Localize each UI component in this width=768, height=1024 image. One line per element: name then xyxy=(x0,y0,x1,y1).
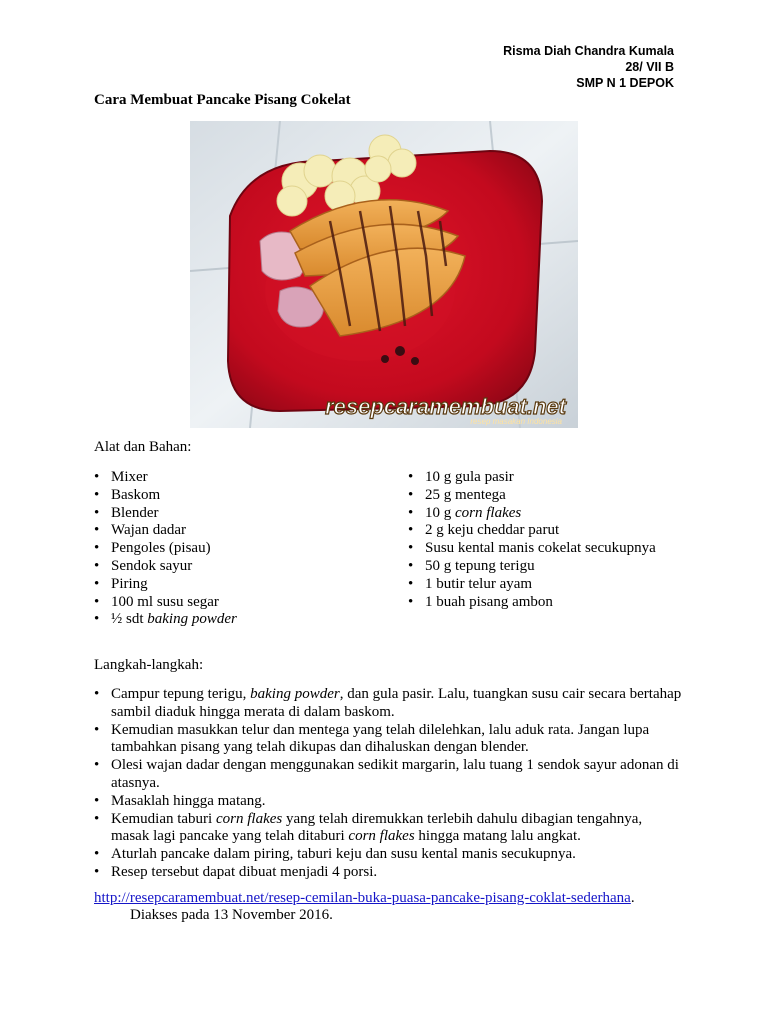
list-item: • Aturlah pancake dalam piring, taburi keju dan susu kental manis secukupnya. xyxy=(94,846,684,864)
list-item: • 25 g mentega xyxy=(408,487,656,505)
tools-list-left xyxy=(94,469,237,629)
list-item: • Piring xyxy=(94,576,237,594)
source-punct: . xyxy=(630,890,635,906)
list-item: • 1 butir telur ayam xyxy=(408,576,656,594)
list-item: • Pengoles (pisau) xyxy=(94,540,237,558)
steps-label: Langkah-langkah: xyxy=(94,657,204,673)
list-item: • 100 ml susu segar xyxy=(94,594,237,612)
photo-watermark: resepcaramembuat.net xyxy=(325,394,566,419)
list-item: • Mixer xyxy=(94,469,237,487)
source-line xyxy=(94,890,635,907)
list-item: • Olesi wajan dadar dengan menggunakan sedikit margarin, lalu tuang 1 sendok sayur adonan di atasnya. xyxy=(94,757,684,793)
list-item: • 10 g gula pasir xyxy=(408,469,656,487)
list-item: • Kemudian taburi corn flakes yang telah diremukkan terlebih dahulu dibagian tengahnya, masak lagi pancake yang telah ditaburi corn flakes hingga matang lalu angkat. xyxy=(94,811,684,847)
author-class: 28/ VII B xyxy=(625,60,674,74)
list-item: • Masaklah hingga matang. xyxy=(94,793,684,811)
pancake-illustration xyxy=(190,121,578,428)
document-title: Cara Membuat Pancake Pisang Cokelat xyxy=(94,92,351,108)
list-item: • Sendok sayur xyxy=(94,558,237,576)
list-item: • Kemudian masukkan telur dan mentega yang telah dilelehkan, lalu aduk rata. Jangan lupa tambahkan pisang yang telah dikupas dan dihaluskan dengan blender. xyxy=(94,722,684,758)
steps-list xyxy=(94,686,684,882)
list-item: • 1 buah pisang ambon xyxy=(408,594,656,612)
list-item: • Resep tersebut dapat dibuat menjadi 4 porsi. xyxy=(94,864,684,882)
access-date: Diakses pada 13 November 2016. xyxy=(130,907,333,923)
list-item: • Wajan dadar xyxy=(94,522,237,540)
tools-label: Alat dan Bahan: xyxy=(94,439,192,455)
photo-watermark-subtitle: resep masakan Indonesia xyxy=(470,417,562,426)
author-header xyxy=(503,43,674,91)
author-name: Risma Diah Chandra Kumala xyxy=(503,44,674,58)
list-item: • Susu kental manis cokelat secukupnya xyxy=(408,540,656,558)
list-item: • 2 g keju cheddar parut xyxy=(408,522,656,540)
list-item: • 50 g tepung terigu xyxy=(408,558,656,576)
list-item: • 10 g corn flakes xyxy=(408,505,656,523)
list-item: • Baskom xyxy=(94,487,237,505)
list-item: • Blender xyxy=(94,505,237,523)
list-item: • Campur tepung terigu, baking powder, dan gula pasir. Lalu, tuangkan susu cair secara bertahap sambil diaduk hingga merata di dalam baskom. xyxy=(94,686,684,722)
list-item: • ½ sdt baking powder xyxy=(94,611,237,629)
author-school: SMP N 1 DEPOK xyxy=(576,76,674,90)
source-link[interactable]: http://resepcaramembuat.net/resep-cemilan-buka-puasa-pancake-pisang-coklat-sederhana xyxy=(94,890,631,906)
ingredients-list-right xyxy=(408,469,656,611)
pancake-photo xyxy=(190,121,578,428)
